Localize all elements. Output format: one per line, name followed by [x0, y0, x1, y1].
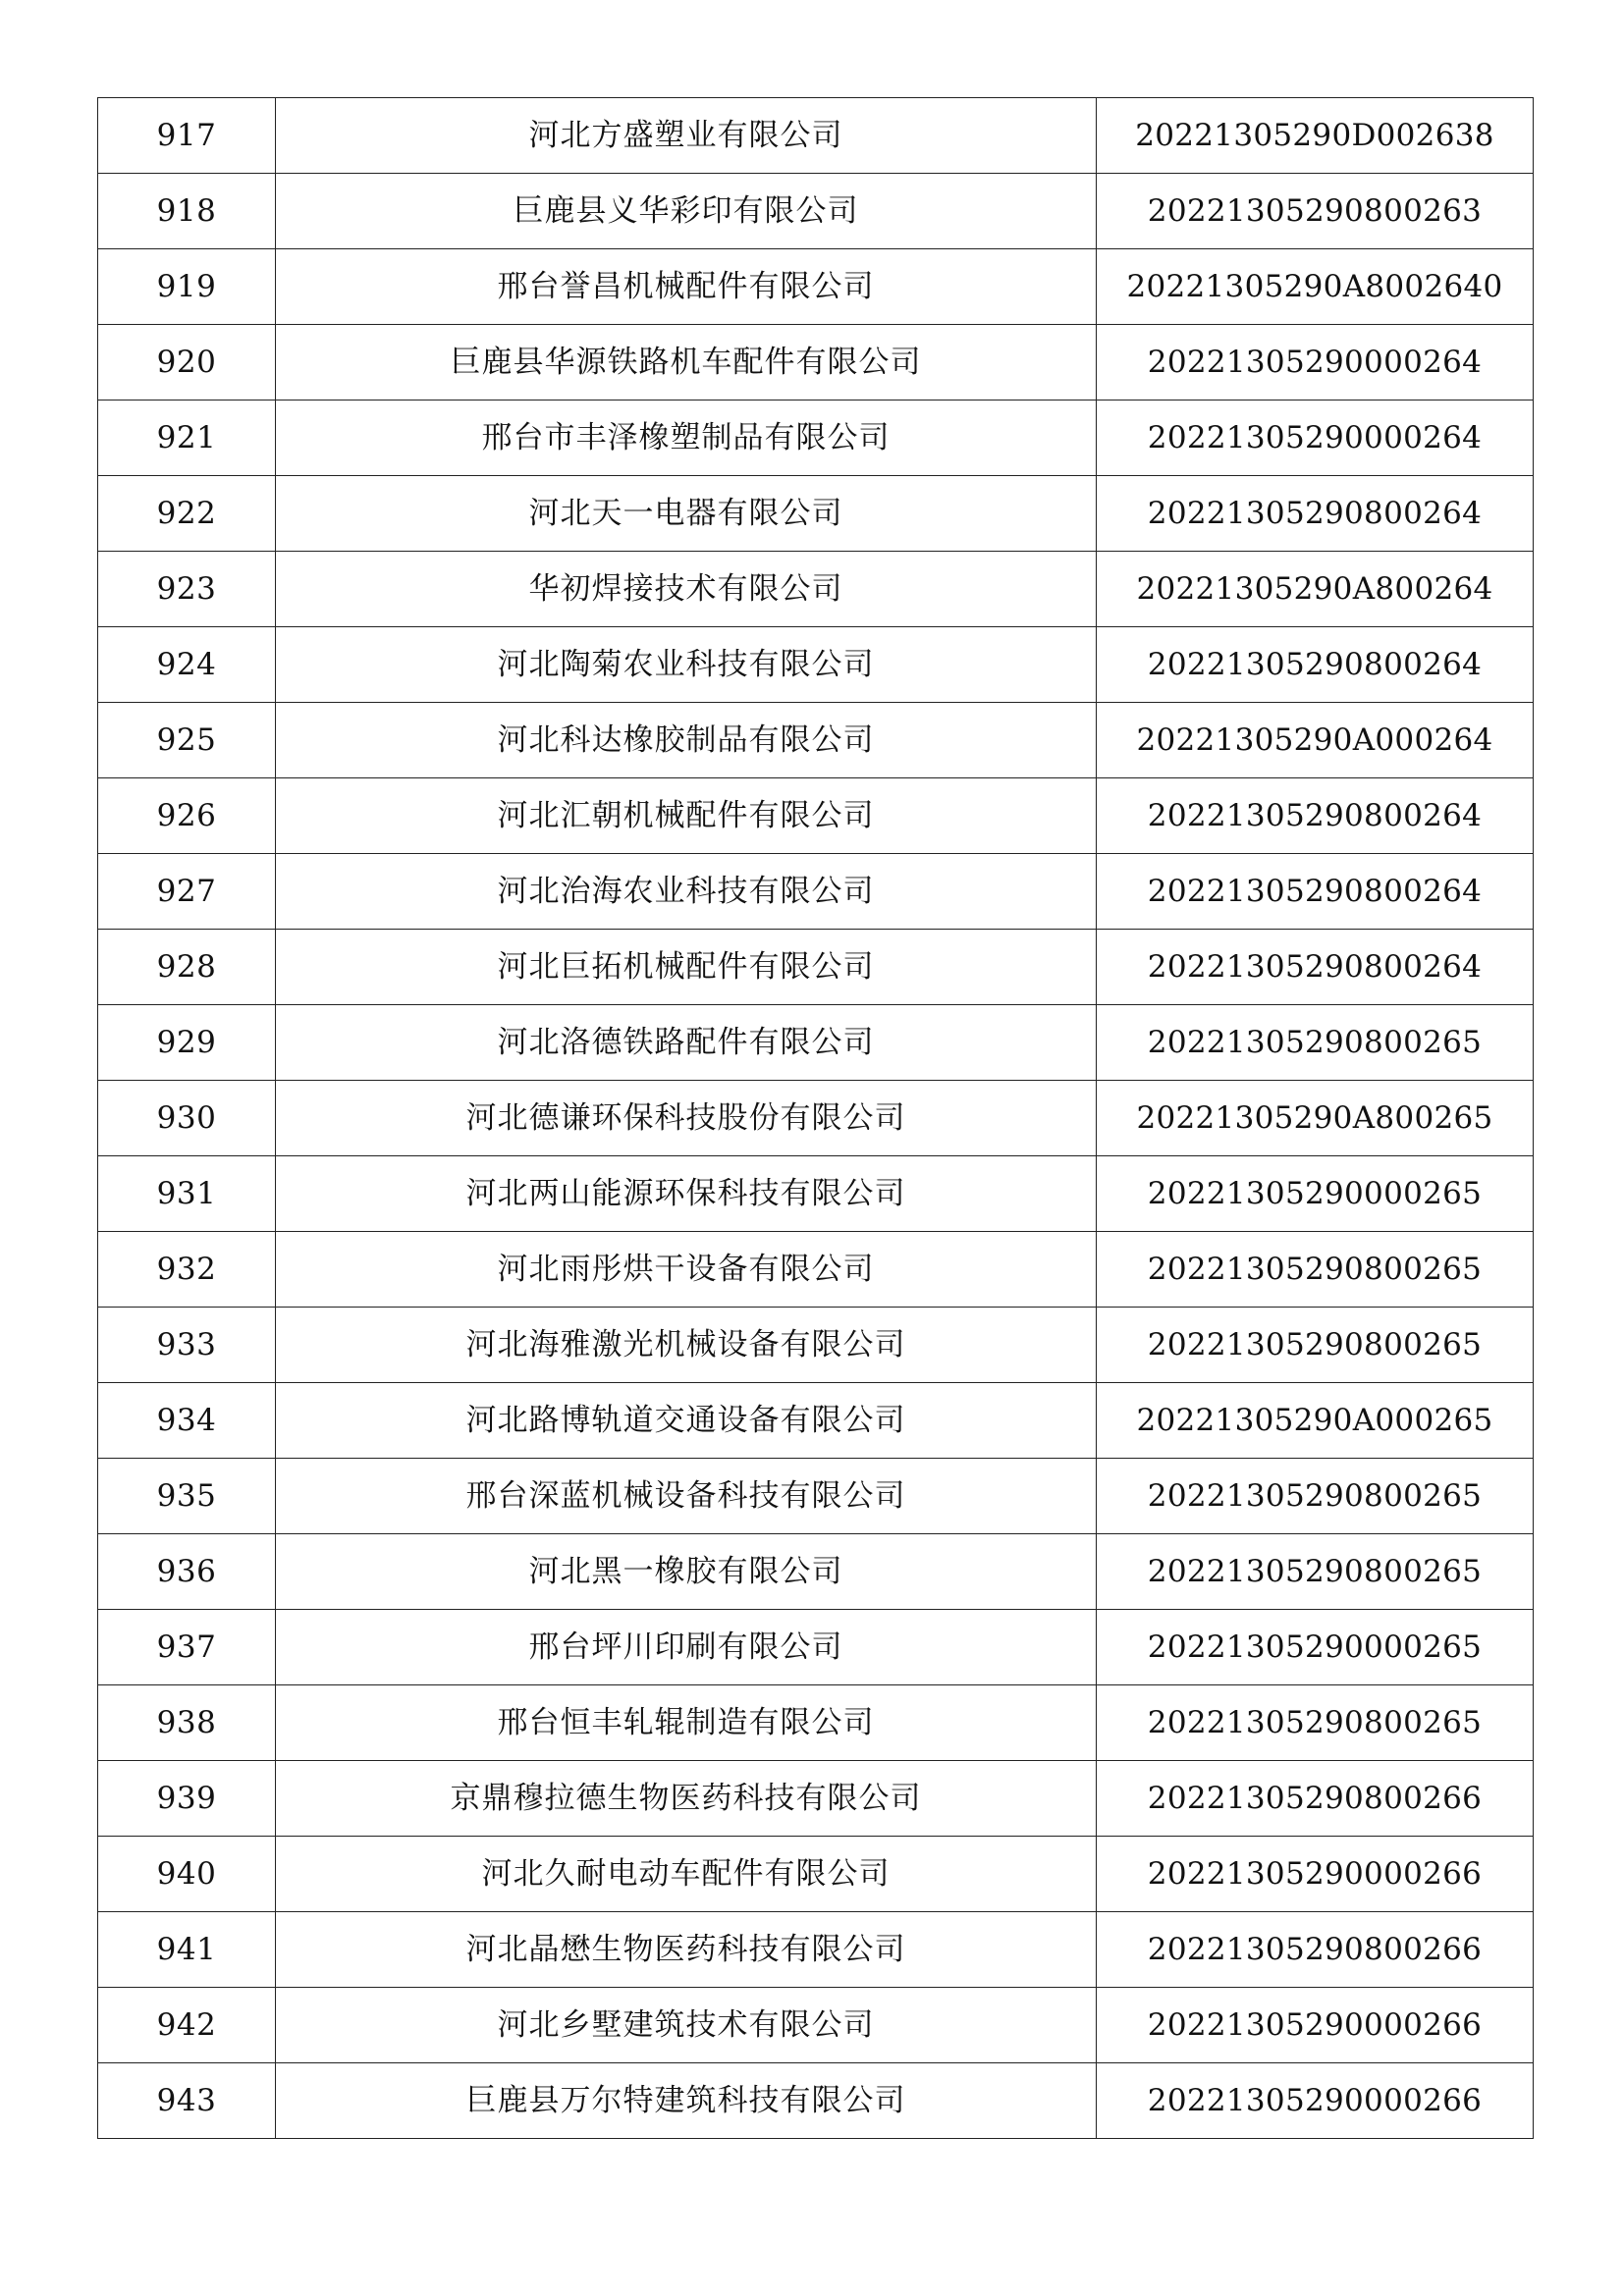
table-row	[98, 778, 1534, 854]
row-number: 937	[98, 1610, 276, 1685]
registration-code: 20221305290000266	[1097, 1988, 1534, 2063]
registration-code: 20221305290800265	[1097, 1459, 1534, 1534]
row-number: 925	[98, 703, 276, 778]
table-row	[98, 1534, 1534, 1610]
row-number: 926	[98, 778, 276, 854]
company-name: 河北久耐电动车配件有限公司	[276, 1837, 1097, 1912]
registration-code: 20221305290800265	[1097, 1308, 1534, 1383]
company-name: 邢台恒丰轧辊制造有限公司	[276, 1685, 1097, 1761]
registration-code: 20221305290800265	[1097, 1685, 1534, 1761]
company-name: 河北洛德铁路配件有限公司	[276, 1005, 1097, 1081]
registration-code: 20221305290000264	[1097, 400, 1534, 476]
registration-code: 20221305290000264	[1097, 325, 1534, 400]
company-name: 河北乡墅建筑技术有限公司	[276, 1988, 1097, 2063]
table-row	[98, 1988, 1534, 2063]
company-name: 河北两山能源环保科技有限公司	[276, 1156, 1097, 1232]
registration-code: 20221305290D002638	[1097, 98, 1534, 174]
registration-code: 20221305290800264	[1097, 930, 1534, 1005]
table-row	[98, 325, 1534, 400]
table-row	[98, 1081, 1534, 1156]
row-number: 928	[98, 930, 276, 1005]
registration-code: 20221305290A000265	[1097, 1383, 1534, 1459]
company-name: 河北路博轨道交通设备有限公司	[276, 1383, 1097, 1459]
row-number: 940	[98, 1837, 276, 1912]
registration-code: 20221305290000265	[1097, 1156, 1534, 1232]
row-number: 943	[98, 2063, 276, 2139]
registration-code: 20221305290800265	[1097, 1005, 1534, 1081]
row-number: 920	[98, 325, 276, 400]
row-number: 927	[98, 854, 276, 930]
company-name: 邢台市丰泽橡塑制品有限公司	[276, 400, 1097, 476]
row-number: 941	[98, 1912, 276, 1988]
company-name: 邢台深蓝机械设备科技有限公司	[276, 1459, 1097, 1534]
company-name: 河北方盛塑业有限公司	[276, 98, 1097, 174]
company-name: 河北巨拓机械配件有限公司	[276, 930, 1097, 1005]
table-row	[98, 1383, 1534, 1459]
registration-code: 20221305290800264	[1097, 627, 1534, 703]
table-row	[98, 854, 1534, 930]
table-row	[98, 930, 1534, 1005]
registration-code: 20221305290A800264	[1097, 552, 1534, 627]
table-row	[98, 2063, 1534, 2139]
company-registry-table	[97, 97, 1534, 2139]
row-number: 929	[98, 1005, 276, 1081]
row-number: 932	[98, 1232, 276, 1308]
table-row	[98, 703, 1534, 778]
company-name: 巨鹿县义华彩印有限公司	[276, 174, 1097, 249]
row-number: 934	[98, 1383, 276, 1459]
company-name: 河北科达橡胶制品有限公司	[276, 703, 1097, 778]
row-number: 938	[98, 1685, 276, 1761]
row-number: 931	[98, 1156, 276, 1232]
registration-code: 20221305290000266	[1097, 1837, 1534, 1912]
company-name: 河北天一电器有限公司	[276, 476, 1097, 552]
table-row	[98, 552, 1534, 627]
table-row	[98, 1610, 1534, 1685]
company-name: 河北德谦环保科技股份有限公司	[276, 1081, 1097, 1156]
row-number: 921	[98, 400, 276, 476]
registration-code: 20221305290A8002640	[1097, 249, 1534, 325]
table-row	[98, 627, 1534, 703]
row-number: 919	[98, 249, 276, 325]
company-name: 河北陶菊农业科技有限公司	[276, 627, 1097, 703]
row-number: 935	[98, 1459, 276, 1534]
registration-code: 20221305290800266	[1097, 1912, 1534, 1988]
table-row	[98, 1459, 1534, 1534]
registration-code: 20221305290800266	[1097, 1761, 1534, 1837]
table-row	[98, 1005, 1534, 1081]
table-row	[98, 1761, 1534, 1837]
table-row	[98, 400, 1534, 476]
table-row	[98, 1837, 1534, 1912]
row-number: 933	[98, 1308, 276, 1383]
registration-code: 20221305290000266	[1097, 2063, 1534, 2139]
company-name: 巨鹿县华源铁路机车配件有限公司	[276, 325, 1097, 400]
registration-code: 20221305290800264	[1097, 778, 1534, 854]
row-number: 918	[98, 174, 276, 249]
row-number: 922	[98, 476, 276, 552]
table-row	[98, 476, 1534, 552]
table-body	[98, 98, 1534, 2139]
row-number: 942	[98, 1988, 276, 2063]
company-name: 邢台誉昌机械配件有限公司	[276, 249, 1097, 325]
table-row	[98, 1912, 1534, 1988]
company-name: 河北海雅激光机械设备有限公司	[276, 1308, 1097, 1383]
row-number: 917	[98, 98, 276, 174]
table-row	[98, 1232, 1534, 1308]
table-row	[98, 1156, 1534, 1232]
registration-code: 20221305290800264	[1097, 854, 1534, 930]
registration-code: 20221305290800263	[1097, 174, 1534, 249]
row-number: 923	[98, 552, 276, 627]
company-name: 河北汇朝机械配件有限公司	[276, 778, 1097, 854]
registration-code: 20221305290A800265	[1097, 1081, 1534, 1156]
table-row	[98, 1308, 1534, 1383]
company-name: 华初焊接技术有限公司	[276, 552, 1097, 627]
table-row	[98, 1685, 1534, 1761]
company-name: 巨鹿县万尔特建筑科技有限公司	[276, 2063, 1097, 2139]
company-name: 河北晶懋生物医药科技有限公司	[276, 1912, 1097, 1988]
row-number: 936	[98, 1534, 276, 1610]
registration-code: 20221305290800265	[1097, 1534, 1534, 1610]
company-name: 河北黑一橡胶有限公司	[276, 1534, 1097, 1610]
row-number: 924	[98, 627, 276, 703]
company-name: 河北雨彤烘干设备有限公司	[276, 1232, 1097, 1308]
table-row	[98, 249, 1534, 325]
table-row	[98, 98, 1534, 174]
row-number: 930	[98, 1081, 276, 1156]
registration-code: 20221305290A000264	[1097, 703, 1534, 778]
row-number: 939	[98, 1761, 276, 1837]
registration-code: 20221305290800264	[1097, 476, 1534, 552]
table-row	[98, 174, 1534, 249]
registration-code: 20221305290800265	[1097, 1232, 1534, 1308]
company-name: 河北治海农业科技有限公司	[276, 854, 1097, 930]
company-name: 京鼎穆拉德生物医药科技有限公司	[276, 1761, 1097, 1837]
registration-code: 20221305290000265	[1097, 1610, 1534, 1685]
company-name: 邢台坪川印刷有限公司	[276, 1610, 1097, 1685]
